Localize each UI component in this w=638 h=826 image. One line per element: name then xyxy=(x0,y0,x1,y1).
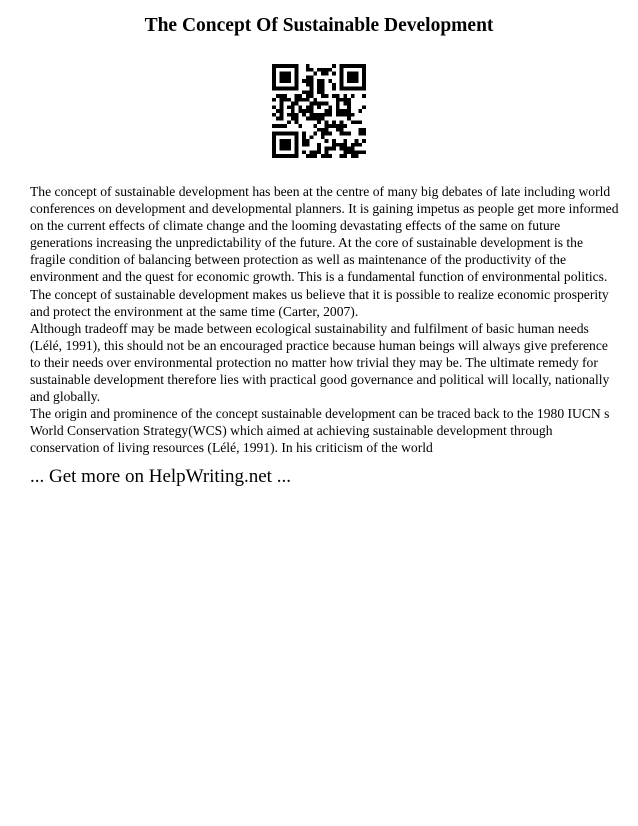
document-body xyxy=(30,183,620,457)
paragraph-3: The origin and prominence of the concept sustainable development can be traced back to the 1980 IUCN s World Conservation Strategy(WCS) which aimed at achieving sustainable development through conservation of living resources (Lélé, 1991). In his criticism of the world xyxy=(30,406,610,456)
paragraph-2: Although tradeoff may be made between ecological sustainability and fulfilment of basic human needs (Lélé, 1991), this should not be an encouraged practice because human beings will always give preference to their needs over environmental protection no matter how trivial they may be. The ultimate remedy for sustainable development therefore lies with practical good governance and political will locally, nationally and globally. xyxy=(30,320,610,405)
qr-code-icon xyxy=(272,64,366,158)
get-more-link[interactable]: ... Get more on HelpWriting.net ... xyxy=(30,466,291,487)
paragraph-1: The concept of sustainable development has been at the centre of many big debates of late including world conferences on development and developmental planners. It is gaining impetus as people get more informed on the current effects of climate change and the looming devastating effects of the same on future generations increasing the unpredictability of the future. At the core of sustainable development is the fragile condition of balancing between protection as well as maintenance of the productivity of the environment and the quest for economic growth. This is a fundamental function of environmental politics. The concept of sustainable development makes us believe that it is possible to realize economic prosperity and protect the environment at the same time (Carter, 2007). xyxy=(30,184,619,319)
document-title: The Concept Of Sustainable Development xyxy=(144,15,494,36)
